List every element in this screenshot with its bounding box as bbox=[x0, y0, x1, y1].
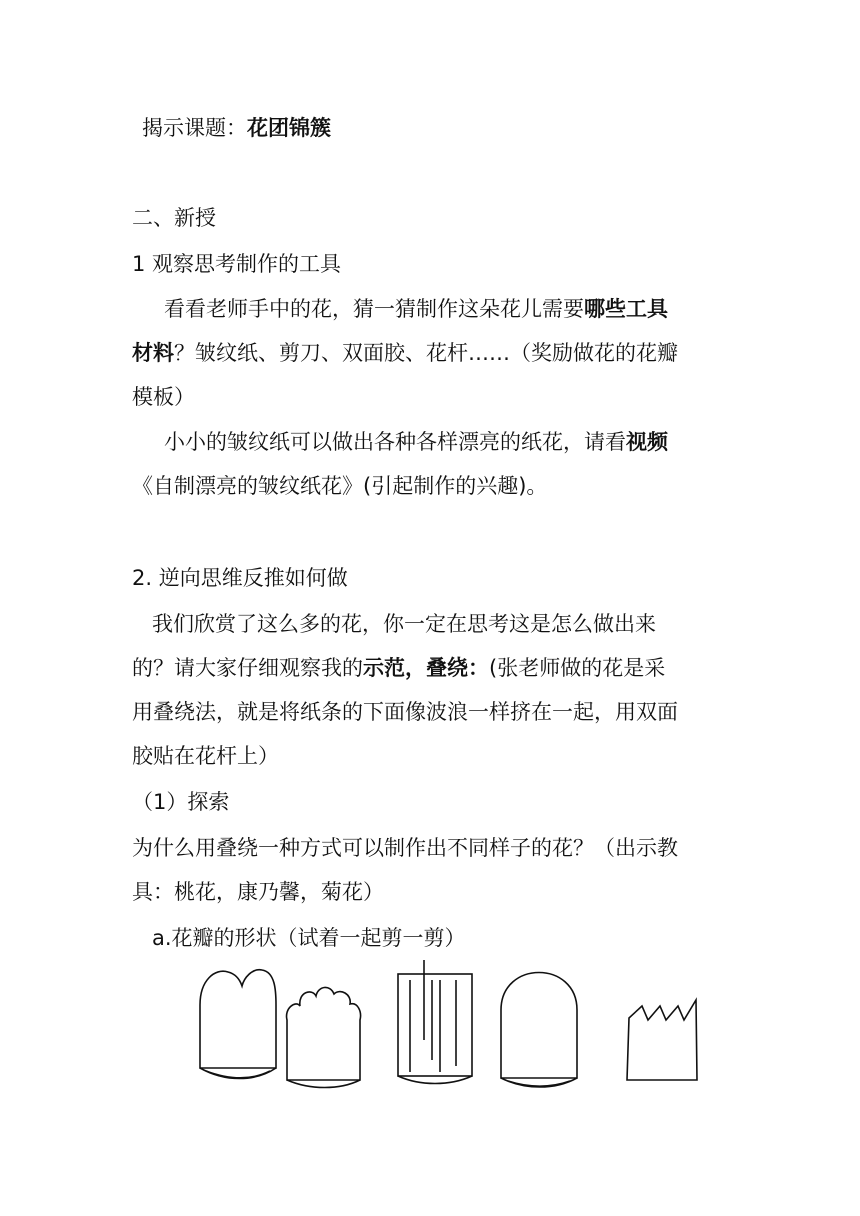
item1-para1-line1 bbox=[164, 297, 668, 321]
petal-template-lobed bbox=[200, 970, 276, 1079]
item2-para1-line2 bbox=[132, 656, 665, 680]
text-run: 小小的皱纹纸可以做出各种各样漂亮的纸花，请看 bbox=[164, 430, 626, 454]
text-run: ？皱纹纸、剪刀、双面胶、花杆……（奖励做花的花瓣 bbox=[174, 341, 678, 365]
petal-template-zigzag bbox=[627, 1000, 697, 1080]
petal-templates-illustration bbox=[0, 950, 860, 1100]
title-prefix: 揭示课题： bbox=[142, 116, 247, 140]
petal-shape-label: a.花瓣的形状（试着一起剪一剪） bbox=[152, 926, 466, 950]
item1-heading: 1 观察思考制作的工具 bbox=[132, 252, 342, 276]
text-run: 看看老师手中的花，猜一猜制作这朵花儿需要 bbox=[164, 297, 584, 321]
sub-heading-explore: （1）探索 bbox=[132, 790, 230, 814]
section-heading: 二、新授 bbox=[132, 206, 216, 230]
petal-template-rounded bbox=[501, 973, 577, 1088]
item2-para1-line3: 用叠绕法，就是将纸条的下面像波浪一样挤在一起，用双面 bbox=[132, 700, 678, 724]
item2-heading: 2. 逆向思维反推如何做 bbox=[132, 566, 348, 590]
item1-para1-line2 bbox=[132, 341, 678, 365]
bold-run: 哪些工具 bbox=[584, 297, 668, 321]
bold-run: 材料 bbox=[132, 341, 174, 365]
petal-template-fringed bbox=[398, 960, 472, 1084]
item1-para2-line1 bbox=[164, 430, 668, 454]
title-bold: 花团锦簇 bbox=[247, 116, 331, 140]
text-run: (张老师做的花是采 bbox=[489, 656, 666, 680]
item1-para1-line3: 模板） bbox=[132, 385, 195, 409]
petal-template-scalloped bbox=[287, 987, 361, 1087]
question-line2: 具：桃花，康乃馨，菊花） bbox=[132, 880, 384, 904]
item2-para1-line1: 我们欣赏了这么多的花，你一定在思考这是怎么做出来 bbox=[152, 612, 656, 636]
bold-run: 示范，叠绕： bbox=[363, 656, 489, 680]
text-run: 的？请大家仔细观察我的 bbox=[132, 656, 363, 680]
bold-run: 视频 bbox=[626, 430, 668, 454]
item1-para2-line2: 《自制漂亮的皱纹纸花》(引起制作的兴趣)。 bbox=[132, 474, 548, 498]
question-line1: 为什么用叠绕一种方式可以制作出不同样子的花？（出示教 bbox=[132, 836, 678, 860]
item2-para1-line4: 胶贴在花杆上） bbox=[132, 744, 279, 768]
lesson-title bbox=[142, 116, 331, 140]
